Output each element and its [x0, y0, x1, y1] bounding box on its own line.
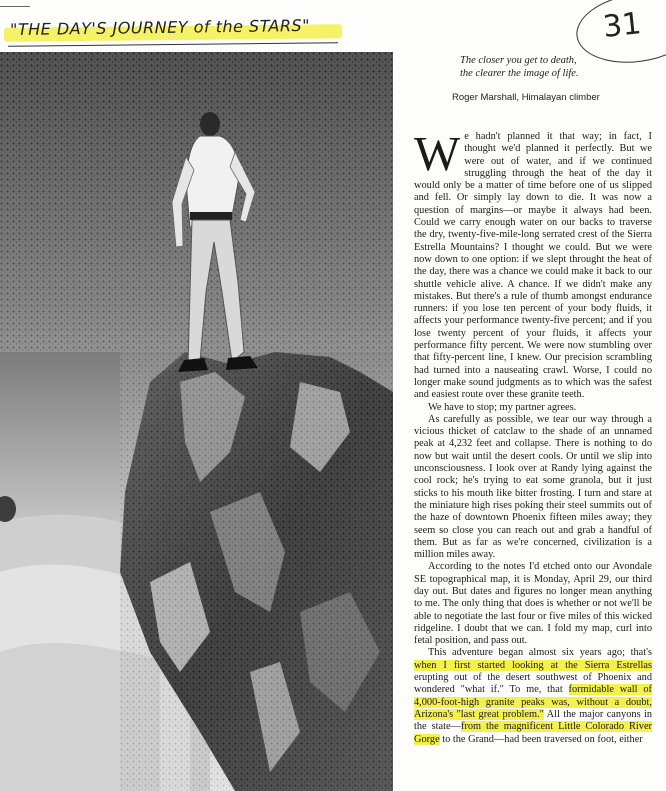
- page-number: 31: [601, 6, 643, 45]
- corner-rule: [0, 6, 30, 7]
- climber-photo: [0, 52, 393, 791]
- p5-part-c: All the major canyons in the state—: [414, 708, 653, 733]
- paragraph-1-text: e hadn't planned it that way; in fact, I thought we'd planned it perfectly. But we were out of water, and if we continued struggling through the heat of the day it would only be a matter of time before one of us slipped and fell. Or simply lay down to die. It was now a question of margins—or maybe it always had been. Could we carry enough water on our backs to traverse the dry, twenty-five-mile-long serrated crest of the Sierra Estrella Mountains? I thought we could. But we were now down to one option: if we slept throught the heat of the day, there was a chance we could make it back to our shuttle vehicle alive. A chance. If we didn't make any mistakes. But there's a rule of thumb amongst endurance runners: if you lose ten percent of your body fluids, it affects your performance twenty-five percent; and if you lose twenty percent of your fluids, it affects your performance fifty percent. We were now stumbling over that fifty-percent line, I knew. Our precision scrambling had turned into a nauseating crawl. Worse, I could no longer make sound judgments as to which was the safest and easiest route over these granite teeth.: [414, 131, 652, 401]
- epigraph: [460, 54, 640, 80]
- p5-part-a: This adventure began almost six years ago; that's: [428, 647, 652, 659]
- highlight-1: when I first started looking at the Sierra Estrellas: [414, 659, 652, 671]
- epigraph-attribution: Roger Marshall, Himalayan climber: [452, 92, 600, 103]
- paragraph-3: As carefully as possible, we tear our way through a vicious thicket of catclaw to the shade of an unnamed peak at 4,232 feet and collapse. There is nothing to do now but wait until the desert cools. Or until we slip into unconsciousness. I look over at Randy lying against the cool rock; he's trying to eat some granola, but it just sticks to his mouth like bitter frosting. I turn and stare at the miniature high rises poking their steel summits out of the haze of downtown Phoenix fifteen miles away; they seem so close you can reach out and grab a handful of them. But as far as we're concerned, civilization is a million miles away.: [414, 413, 652, 561]
- paragraph-2: We have to stop; my partner agrees.: [428, 401, 577, 413]
- p5-part-d: to the Grand—had been traversed on foot, either: [439, 733, 643, 745]
- drop-cap: W: [414, 126, 461, 181]
- header-title: "THE DAY'S JOURNEY of the STARS": [9, 15, 311, 40]
- photo-illustration: [0, 52, 393, 791]
- handwritten-header: [6, 14, 346, 44]
- epigraph-line-2: the clearer the image of life.: [460, 68, 579, 79]
- article-body: [414, 126, 653, 746]
- highlight-2: formidable wall of 4,000-foot-high granite peaks was, without a doubt, Arizona's "last great problem.": [414, 684, 652, 720]
- epigraph-line-1: The closer you get to death,: [460, 55, 577, 66]
- paragraph-5: [414, 647, 652, 745]
- paragraph-1: [414, 126, 652, 402]
- highlight-3: from the magnificent Little Colorado River Gorge: [414, 721, 652, 745]
- header-underline: [8, 42, 338, 46]
- p5-part-b: erupting out of the desert southwest of Phoenix and wondered "what if." To me, that: [414, 672, 652, 696]
- paragraph-4: According to the notes I'd etched onto our Avondale SE topographical map, it is Monday, April 29, our third day out. But dates and figures no longer mean anything to me. The only thing that does is whether or not we'll be able to negotiate the last four or five miles of this wicked ridgeline. I doubt that we can. I fold my map, curl into fetal position, and pass out.: [414, 561, 652, 647]
